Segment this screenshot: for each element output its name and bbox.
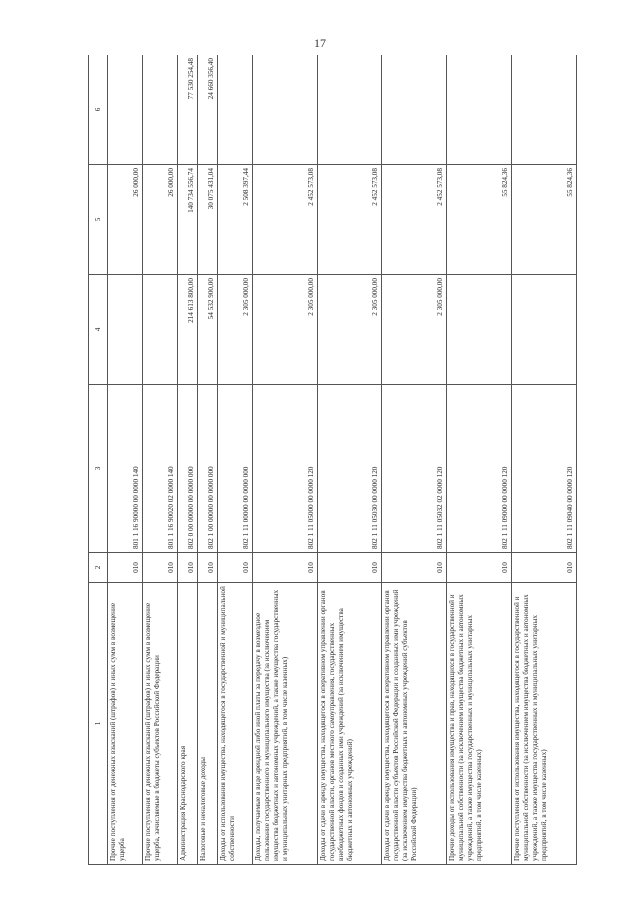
row-name: Доходы от сдачи в аренду имущества, находящегося в оперативном управлении органов государственной власти субъектов Российской Федерации и созданных ими учреждений (за исключением имущества бюджетных и автономных учреждений субъектов Российской Федерации) — [382, 583, 447, 865]
row-value-4 — [447, 275, 512, 385]
table-body — [108, 55, 577, 865]
row-line-code: 010 — [317, 553, 382, 583]
row-name: Налоговые и неналоговые доходы — [197, 583, 217, 865]
table-row — [317, 55, 382, 865]
rotated-table — [88, 55, 577, 865]
row-value-6 — [512, 55, 577, 165]
row-name: Прочие поступления от денежных взысканий (штрафов) и иных сумм в возмещение ущерба — [108, 583, 143, 865]
row-value-4: 214 613 800,00 — [177, 275, 197, 385]
row-budget-code: 802 1 11 09040 00 0000 120 — [512, 385, 577, 553]
row-line-code: 010 — [382, 553, 447, 583]
table-row — [142, 55, 177, 865]
table-row — [217, 55, 252, 865]
rotated-table-container — [88, 55, 577, 865]
header-cell-3: 3 — [89, 385, 108, 553]
row-value-5: 26 000,00 — [108, 165, 143, 275]
header-cell-5: 5 — [89, 165, 108, 275]
table-row — [512, 55, 577, 865]
row-value-5: 2 452 573,08 — [382, 165, 447, 275]
row-value-6: 24 660 356,40 — [197, 55, 217, 165]
row-value-4: 54 532 900,00 — [197, 275, 217, 385]
header-cell-1: 1 — [89, 583, 108, 865]
row-budget-code: 802 1 11 05000 00 0000 120 — [252, 385, 317, 553]
row-line-code: 010 — [142, 553, 177, 583]
row-value-6 — [382, 55, 447, 165]
row-name: Доходы от сдачи в аренду имущества, находящегося в оперативном управлении органов государственной власти, органов местного самоуправления, государственных внебюджетных фондов и созданных ими учреждений (за исключением имущества бюджетных и автономных учреждений) — [317, 583, 382, 865]
row-value-6 — [317, 55, 382, 165]
table-row — [447, 55, 512, 865]
row-line-code: 010 — [197, 553, 217, 583]
row-name: Прочие поступления от использования имущества, находящегося в государственной и муниципальной собственности (за исключением имущества бюджетных и автономных учреждений, а также имущества государственных и муниципальных унитарных предприятий, в том числе казенных) — [512, 583, 577, 865]
row-value-5: 2 452 573,08 — [252, 165, 317, 275]
table-row — [382, 55, 447, 865]
row-value-5: 26 000,00 — [142, 165, 177, 275]
header-cell-2: 2 — [89, 553, 108, 583]
row-value-4 — [142, 275, 177, 385]
row-value-5: 55 824,36 — [447, 165, 512, 275]
row-budget-code: 802 1 11 05032 02 0000 120 — [382, 385, 447, 553]
row-value-4 — [512, 275, 577, 385]
row-value-6 — [108, 55, 143, 165]
table-row — [197, 55, 217, 865]
row-value-4: 2 305 000,00 — [217, 275, 252, 385]
row-name: Доходы от использования имущества, находящегося в государственной и муниципальной собственности — [217, 583, 252, 865]
row-name: Доходы, получаемые в виде арендной либо иной платы за передачу в возмездное пользование государственного и муниципального имущества (за исключением имущества бюджетных и автономных учреждений, а также имущества государственных и муниципальных унитарных предприятий, в том числе казенных) — [252, 583, 317, 865]
row-budget-code: 802 0 00 00000 00 0000 000 — [177, 385, 197, 553]
table-header-row — [89, 55, 108, 865]
page-number: 17 — [314, 36, 326, 50]
row-budget-code: 802 1 11 05030 00 0000 120 — [317, 385, 382, 553]
row-value-6: 77 530 254,48 — [177, 55, 197, 165]
row-value-6 — [217, 55, 252, 165]
row-budget-code: 802 1 11 00000 00 0000 000 — [217, 385, 252, 553]
row-line-code: 010 — [447, 553, 512, 583]
row-budget-code: 802 1 00 00000 00 0000 000 — [197, 385, 217, 553]
row-line-code: 010 — [512, 553, 577, 583]
row-name: Администрация Краснодарского края — [177, 583, 197, 865]
revenue-table — [88, 55, 577, 865]
row-value-5: 30 075 431,04 — [197, 165, 217, 275]
row-value-5: 55 824,36 — [512, 165, 577, 275]
row-line-code: 010 — [108, 553, 143, 583]
row-value-6 — [142, 55, 177, 165]
row-budget-code: 802 1 11 09000 00 0000 120 — [447, 385, 512, 553]
row-value-4: 2 305 000,00 — [317, 275, 382, 385]
row-line-code: 010 — [217, 553, 252, 583]
row-name: Прочие доходы от использования имущества и прав, находящихся в государственной и муниципальной собственности (за исключением имущества бюджетных и автономных учреждений, а также имущества государственных и муниципальных унитарных предприятий, в том числе казенных) — [447, 583, 512, 865]
row-budget-code: 801 1 16 90020 02 0000 140 — [142, 385, 177, 553]
row-value-4 — [108, 275, 143, 385]
table-row — [252, 55, 317, 865]
header-cell-6: 6 — [89, 55, 108, 165]
row-value-6 — [252, 55, 317, 165]
row-value-4: 2 305 000,00 — [382, 275, 447, 385]
row-value-6 — [447, 55, 512, 165]
row-value-5: 140 734 556,74 — [177, 165, 197, 275]
row-value-4: 2 305 000,00 — [252, 275, 317, 385]
row-value-5: 2 452 573,08 — [317, 165, 382, 275]
row-value-5: 2 508 397,44 — [217, 165, 252, 275]
header-cell-4: 4 — [89, 275, 108, 385]
table-row — [108, 55, 143, 865]
row-line-code: 010 — [252, 553, 317, 583]
row-budget-code: 801 1 16 90000 00 0000 140 — [108, 385, 143, 553]
table-row — [177, 55, 197, 865]
row-line-code: 010 — [177, 553, 197, 583]
row-name: Прочие поступления от денежных взысканий (штрафов) и иных сумм в возмещение ущерба, зачисляемые в бюджеты субъектов Российской Федерации — [142, 583, 177, 865]
